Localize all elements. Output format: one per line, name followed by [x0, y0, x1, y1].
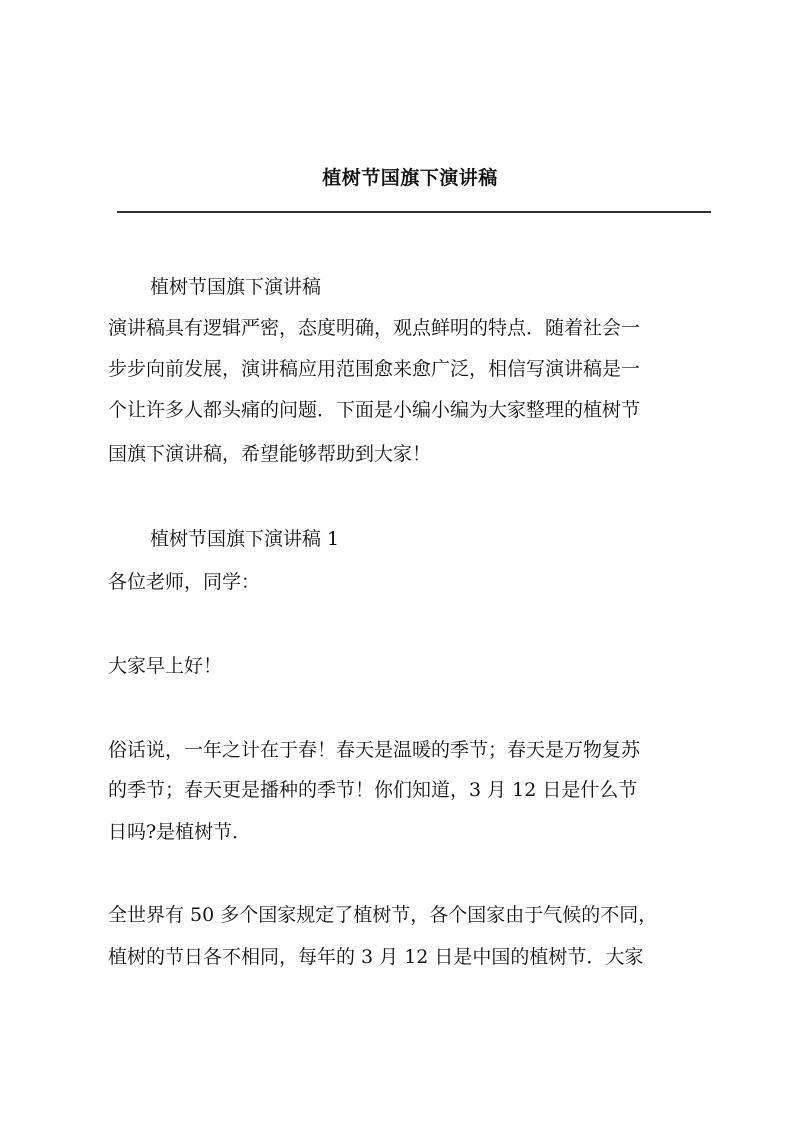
document-title: 植树节国旗下演讲稿 [322, 167, 498, 189]
paragraph-line: 俗话说，一年之计在于春！春天是温暖的季节；春天是万物复苏 [108, 739, 641, 761]
paragraph-line: 步步向前发展，演讲稿应用范围愈来愈广泛，相信写演讲稿是一 [108, 358, 641, 380]
paragraph-line: 全世界有 50 多个国家规定了植树节，各个国家由于气候的不同， [108, 904, 658, 926]
paragraph-line: 个让许多人都头痛的问题．下面是小编小编为大家整理的植树节 [108, 399, 641, 421]
intro-heading: 植树节国旗下演讲稿 [150, 276, 322, 298]
paragraph-line: 植树的节日各不相同，每年的 3 月 12 日是中国的植树节．大家 [108, 946, 644, 968]
paragraph-line: 演讲稿具有逻辑严密，态度明确，观点鲜明的特点．随着社会一 [108, 317, 641, 339]
paragraph-line: 日吗?是植树节． [108, 821, 252, 843]
section-heading: 植树节国旗下演讲稿 1 [150, 528, 340, 550]
greeting: 大家早上好！ [108, 655, 223, 677]
salutation: 各位老师，同学： [108, 571, 261, 593]
title-divider [117, 211, 711, 213]
paragraph-line: 国旗下演讲稿，希望能够帮助到大家！ [108, 443, 432, 465]
paragraph-line: 的季节；春天更是播种的季节！你们知道，3 月 12 日是什么节 [108, 779, 638, 801]
